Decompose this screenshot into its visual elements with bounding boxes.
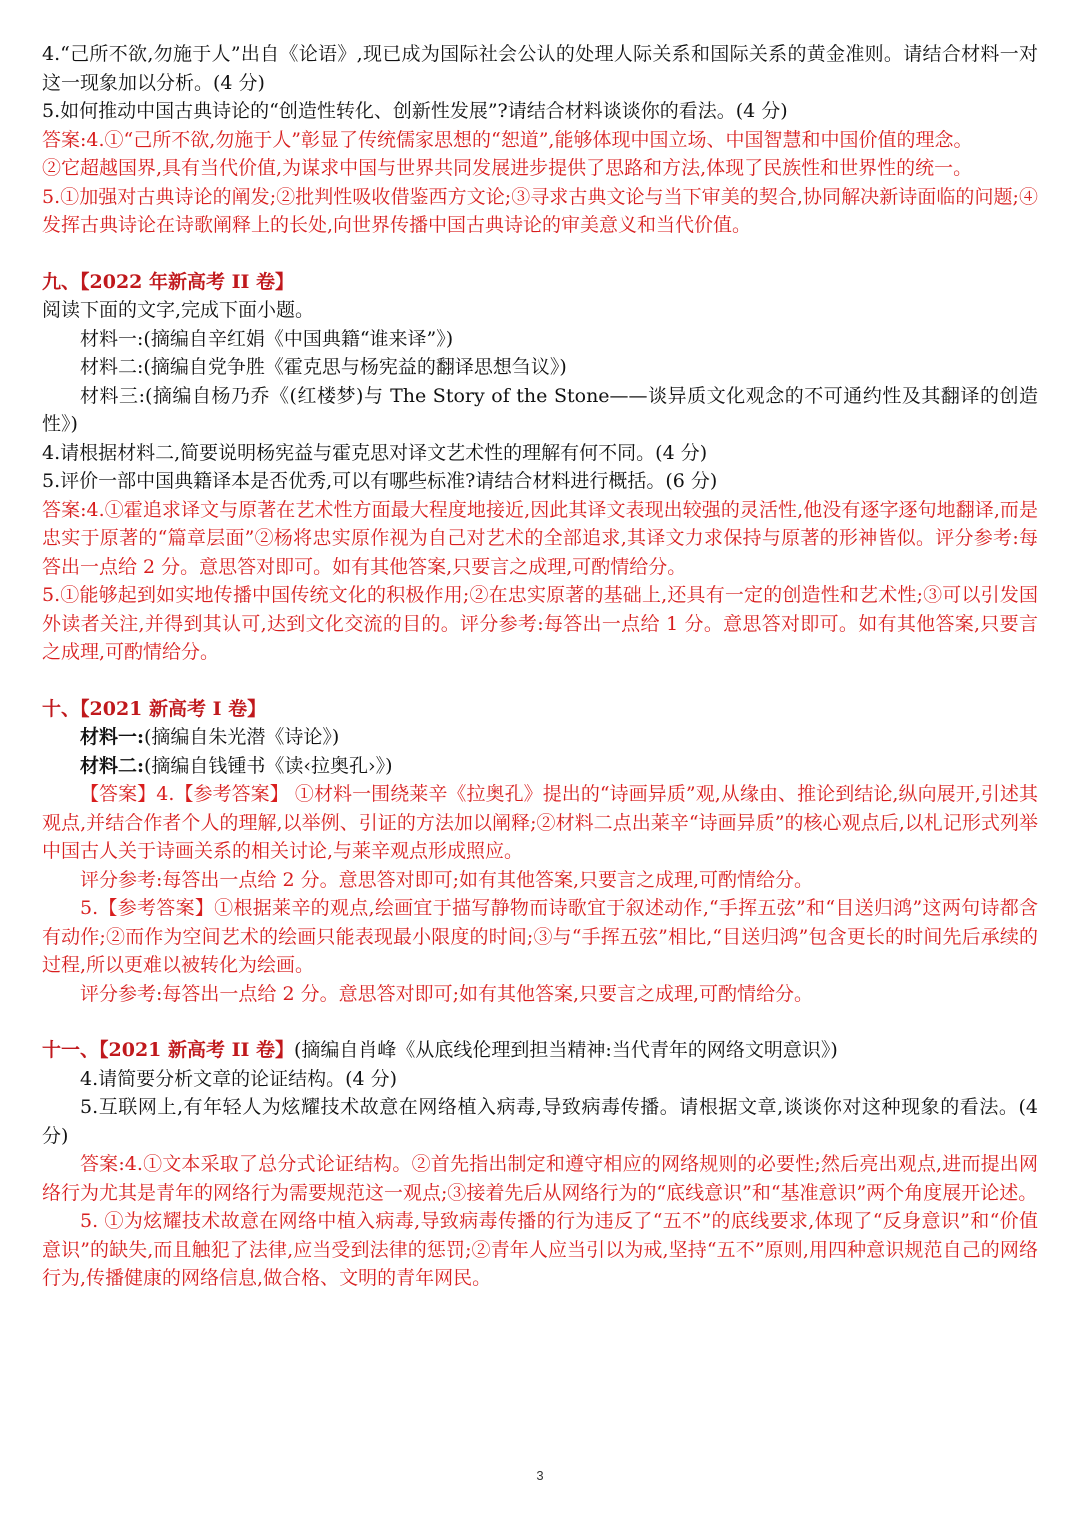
material-1-source: (摘编自朱光潜《诗论》) [144, 726, 340, 748]
section-gap [42, 240, 1038, 268]
answer-5-scoring: 评分参考:每答出一点给 2 分。意思答对即可;如有其他答案,只要言之成理,可酌情给分。 [80, 982, 814, 1005]
answer-5: 5.①能够起到如实地传播中国传统文化的积极作用;②在忠实原著的基础上,还具有一定的创造性和艺术性;③可以引发国外读者关注,并得到其认可,达到文化交流的目的。评分参考:每答出一点给 1 分。意思答对即可。如有其他答案,只要言之成理,可酌情给分。 [42, 584, 1038, 663]
question-5: 5.如何推动中国古典诗论的“创造性转化、创新性发展”?请结合材料谈谈你的看法。(4 分) [42, 100, 788, 122]
answer-4: 答案:4.①文本采取了总分式论证结构。②首先指出制定和遵守相应的网络规则的必要性;然后亮出观点,进而提出网络行为尤其是青年的网络行为需要规范这一观点;③接着先后从网络行为的“底线意识”和“基准意识”两个角度展开论述。 [42, 1153, 1038, 1204]
answer-4: 【答案】4.【参考答案】 ①材料一围绕莱辛《拉奥孔》提出的“诗画异质”观,从缘由、推论到结论,纵向展开,引述其观点,并结合作者个人的理解,以举例、引证的方法加以阐释;②材料二点出莱辛“诗画异质”的核心观点后,以札记形式列举中国古人关于诗画关系的相关讨论,与莱辛观点形成照应。 [42, 783, 1038, 862]
material-2-source: (摘编自钱锺书《读‹拉奥孔›》) [144, 754, 393, 777]
section-gap [42, 1008, 1038, 1036]
answer-4-scoring: 评分参考:每答出一点给 2 分。意思答对即可;如有其他答案,只要言之成理,可酌情给分。 [80, 868, 814, 891]
section-11-heading: 十一、【2021 新高考 II 卷】 [42, 1039, 295, 1061]
answer-4-part-2: ②它超越国界,具有当代价值,为谋求中国与世界共同发展进步提供了思路和方法,体现了民族性和世界性的统一。 [42, 157, 973, 179]
answer-5: 5. ①为炫耀技术故意在网络中植入病毒,导致病毒传播的行为违反了“五不”的底线要求,体现了“反身意识”和“价值意识”的缺失,而且触犯了法律,应当受到法律的惩罚;②青年人应当引以为戒,坚持“五不”原则,用四种意识规范自己的网络行为,传播健康的网络信息,做合格、文明的青年网民。 [42, 1210, 1038, 1289]
material-1 [42, 723, 1038, 752]
answer-4: 答案:4.①霍追求译文与原著在艺术性方面最大程度地接近,因此其译文表现出较强的灵活性,他没有逐字逐句地翻译,而是忠实于原著的“篇章层面”②杨将忠实原作视为自己对艺术的全部追求,其译文力求保持与原著的形神皆似。评分参考:每答出一点给 2 分。意思答对即可。如有其他答案,只要言之成理,可酌情给分。 [42, 498, 1038, 578]
page-number: 3 [536, 1468, 544, 1483]
section-9-heading: 九、【2022 年新高考 II 卷】 [42, 270, 295, 293]
material-3: 材料三:(摘编自杨乃乔《(红楼梦)与 The Story of the Stone——谈异质文化观念的不可通约性及其翻译的创造性》) [42, 384, 1038, 435]
question-5: 5.评价一部中国典籍译本是否优秀,可以有哪些标准?请结合材料进行概括。(6 分) [42, 470, 718, 492]
material-2 [42, 752, 1038, 781]
question-4: 4.请根据材料二,简要说明杨宪益与霍克思对译文艺术性的理解有何不同。(4 分) [42, 441, 708, 464]
question-5: 5.互联网上,有年轻人为炫耀技术故意在网络植入病毒,导致病毒传播。请根据文章,谈谈你对这种现象的看法。(4 分) [42, 1096, 1038, 1147]
question-4: 4.“己所不欲,勿施于人”出自《论语》,现已成为国际社会公认的处理人际关系和国际关系的黄金准则。请结合材料一对这一现象加以分析。(4 分) [42, 43, 1038, 94]
section-gap [42, 667, 1038, 695]
answer-4-part-1: 答案:4.①“己所不欲,勿施于人”彰显了传统儒家思想的“恕道”,能够体现中国立场、中国智慧和中国价值的理念。 [42, 128, 973, 151]
section-11-title [42, 1036, 1038, 1065]
material-2-label: 材料二: [80, 754, 145, 777]
answer-5: 5.①加强对古典诗论的阐发;②批判性吸收借鉴西方文论;③寻求古典文论与当下审美的契合,协同解决新诗面临的问题;④发挥古典诗论在诗歌阐释上的长处,向世界传播中国古典诗论的审美意义和当代价值。 [42, 185, 1038, 236]
answer-5: 5.【参考答案】①根据莱辛的观点,绘画宜于描写静物而诗歌宜于叙述动作,“手挥五弦”和“目送归鸿”这两句诗都含有动作;②而作为空间艺术的绘画只能表现最小限度的时间;③与“手挥五弦”相比,“目送归鸿”包含更长的时间先后承续的过程,所以更难以被转化为绘画。 [42, 897, 1038, 976]
material-1-label: 材料一: [80, 726, 145, 748]
question-4: 4.请简要分析文章的论证结构。(4 分) [80, 1067, 398, 1090]
section-9-intro: 阅读下面的文字,完成下面小题。 [42, 299, 315, 321]
section-10-heading: 十、【2021 新高考 I 卷】 [42, 697, 267, 720]
material-1: 材料一:(摘编自辛红娟《中国典籍“谁来译”》) [80, 327, 454, 350]
material-2: 材料二:(摘编自党争胜《霍克思与杨宪益的翻译思想刍议》) [80, 356, 567, 378]
section-11-source: (摘编自肖峰《从底线伦理到担当精神:当代青年的网络文明意识》) [294, 1039, 838, 1061]
document-body [42, 40, 1038, 1293]
